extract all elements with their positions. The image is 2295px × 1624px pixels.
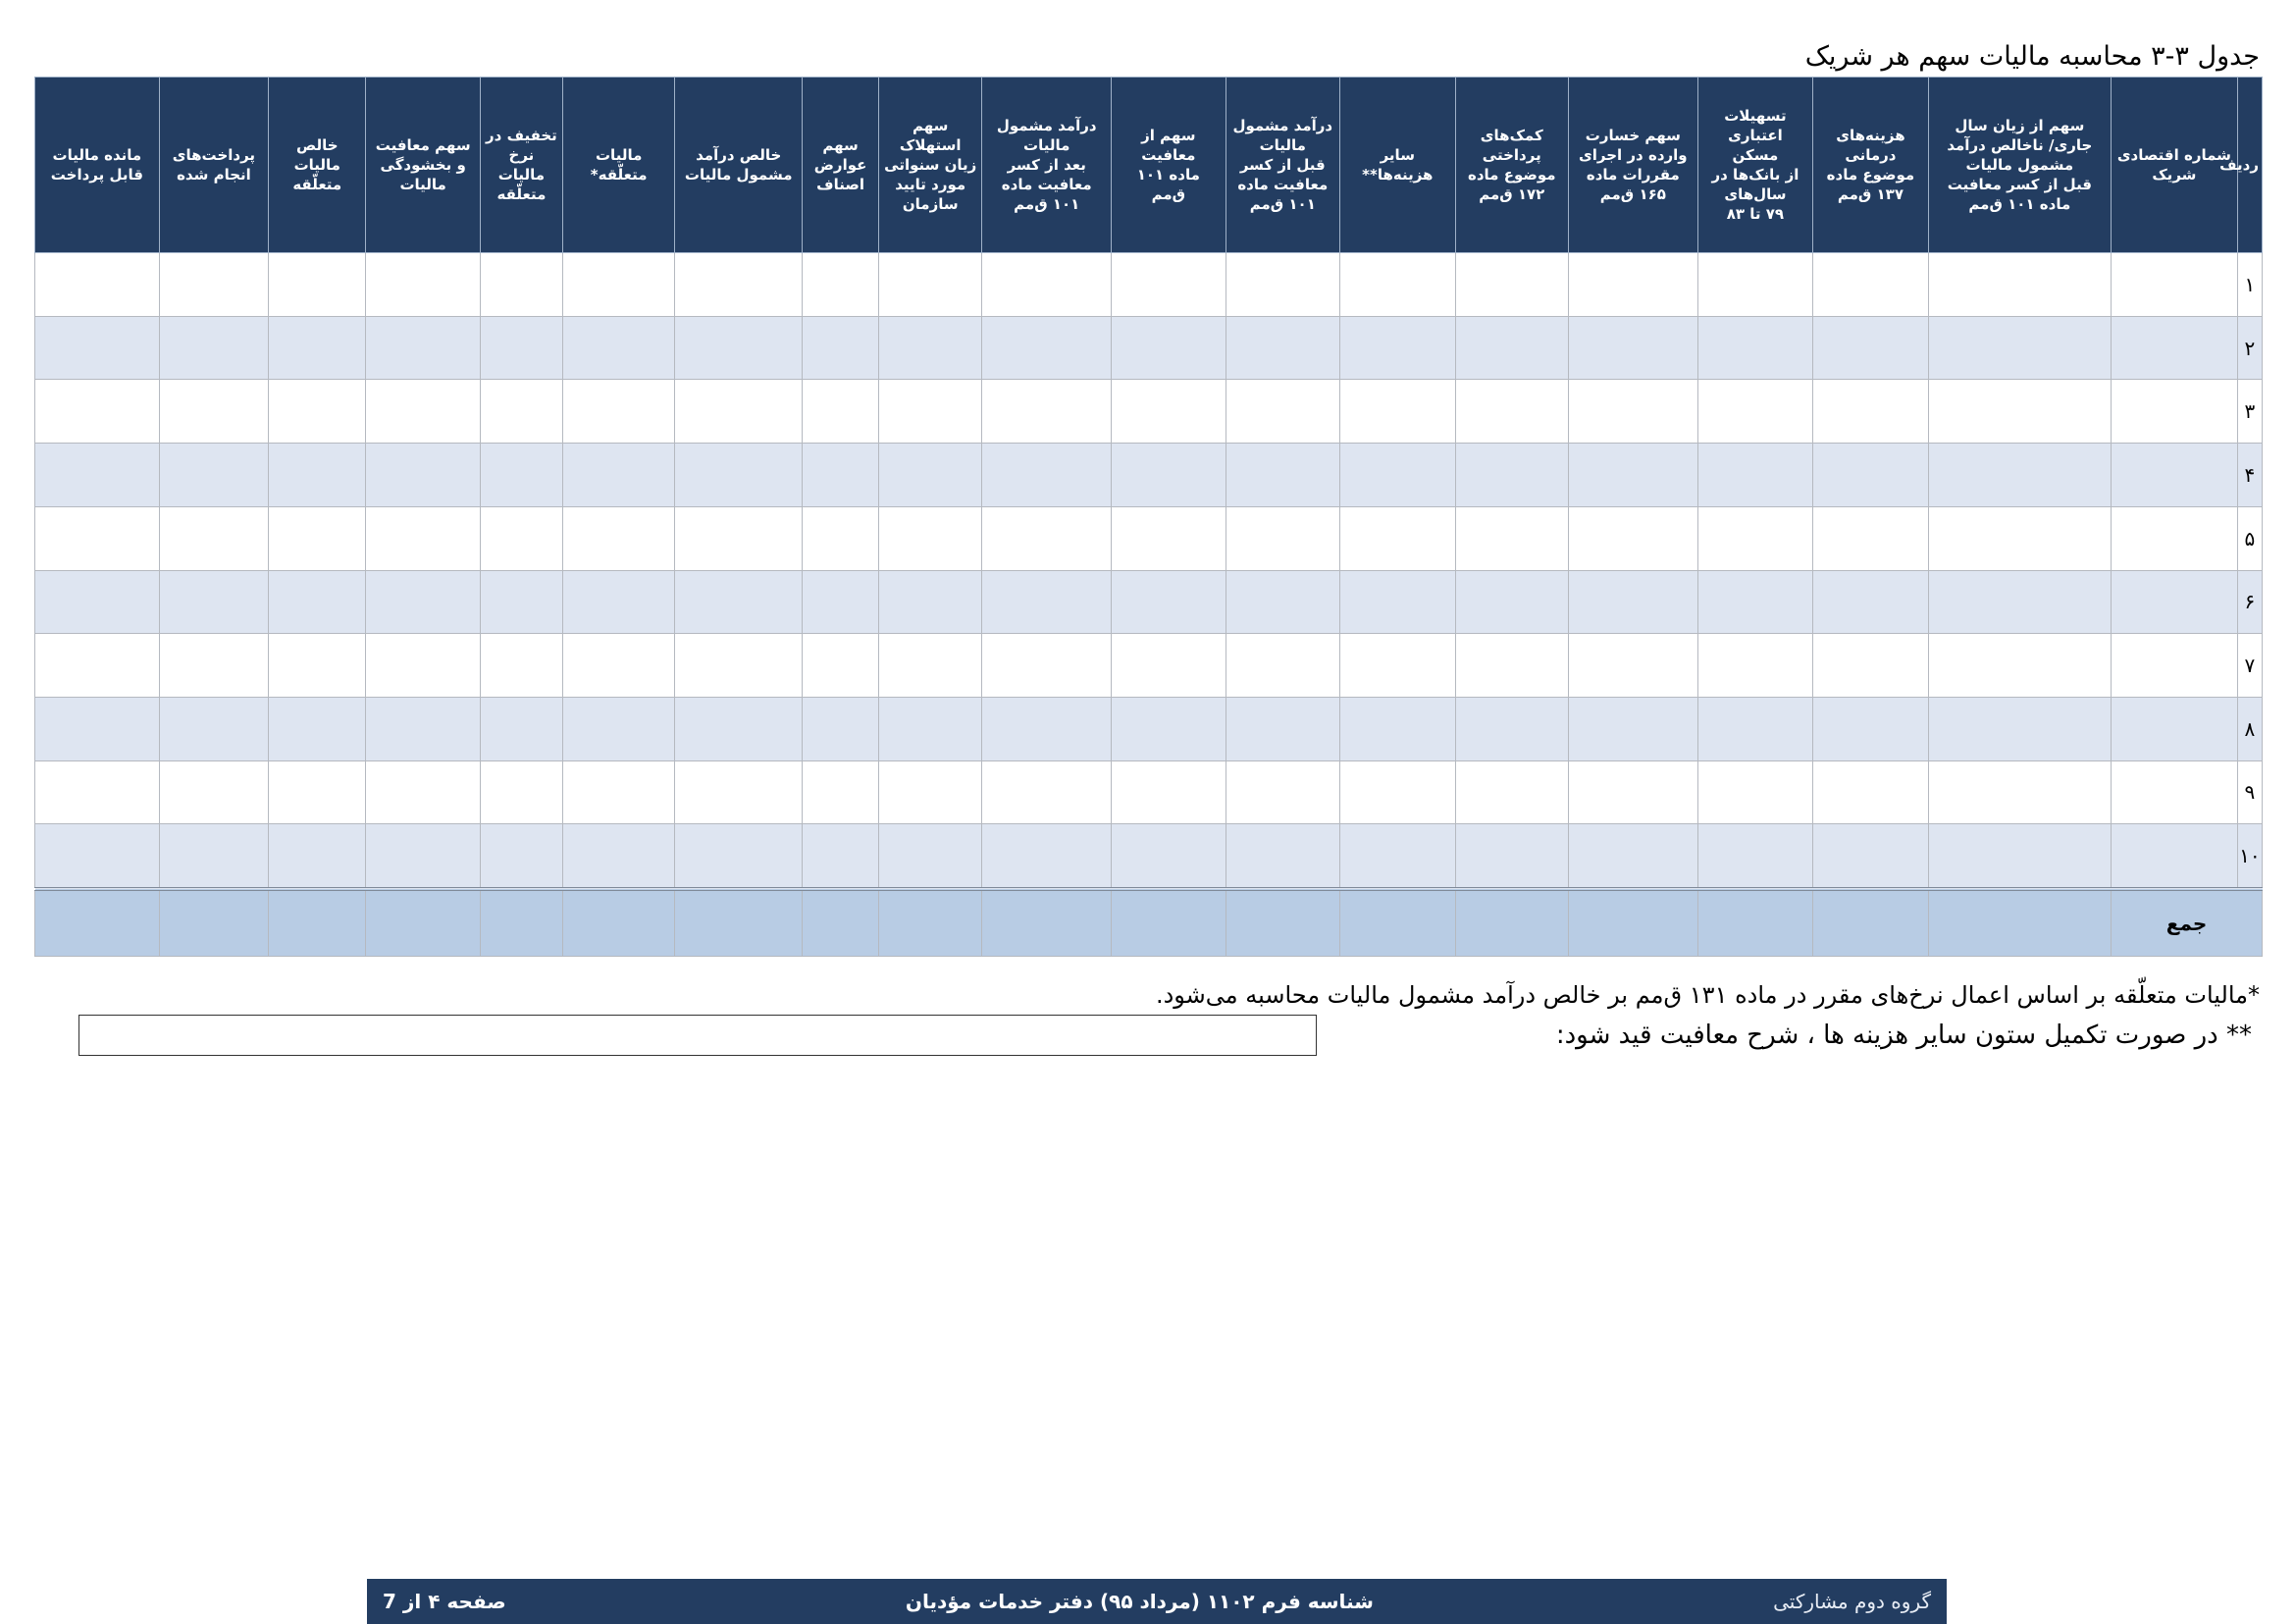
table-cell[interactable] — [1813, 760, 1929, 824]
table-body — [35, 253, 2263, 957]
total-cell[interactable] — [1928, 889, 2111, 956]
table-cell[interactable] — [2112, 506, 2238, 570]
table-cell[interactable] — [2112, 760, 2238, 824]
table-cell[interactable] — [879, 824, 982, 889]
table-cell[interactable] — [1928, 570, 2111, 634]
table-cell[interactable] — [1455, 253, 1568, 317]
table-cell[interactable] — [562, 634, 674, 698]
table-cell[interactable] — [1697, 444, 1813, 507]
table-cell[interactable] — [1697, 634, 1813, 698]
table-cell[interactable] — [982, 570, 1112, 634]
table-cell[interactable] — [803, 444, 879, 507]
table-cell[interactable] — [159, 253, 268, 317]
table-cell[interactable] — [1340, 444, 1456, 507]
footer-group: گروه دوم مشارکتی — [1773, 1590, 1931, 1613]
table-cell[interactable] — [2112, 697, 2238, 760]
total-cell[interactable] — [1813, 889, 1929, 956]
table-row — [35, 444, 2263, 507]
table-cell[interactable] — [562, 570, 674, 634]
table-cell[interactable] — [803, 760, 879, 824]
table-cell[interactable] — [1928, 316, 2111, 380]
table-cell[interactable] — [1813, 634, 1929, 698]
table-cell[interactable] — [1455, 444, 1568, 507]
table-cell[interactable] — [35, 697, 160, 760]
table-cell[interactable] — [480, 253, 562, 317]
column-header: سهم خسارت وارده در اجرای مقررات ماده ۱۶۵ ق‌مم — [1569, 78, 1698, 253]
table-cell[interactable] — [1340, 253, 1456, 317]
total-row — [35, 889, 2263, 956]
table-cell[interactable] — [1569, 760, 1698, 824]
table-title: جدول ۳-۳ محاسبه مالیات سهم هر شریک — [1804, 41, 2260, 72]
table-cell[interactable] — [1813, 570, 1929, 634]
table-cell[interactable] — [1928, 506, 2111, 570]
table-cell[interactable] — [1569, 697, 1698, 760]
table-cell[interactable] — [803, 570, 879, 634]
footer-page-number: صفحه ۴ از 7 — [383, 1590, 506, 1613]
table-cell[interactable] — [1569, 570, 1698, 634]
table-cell[interactable] — [879, 697, 982, 760]
row-number: ۱۰ — [2237, 824, 2262, 889]
row-number: ۹ — [2237, 760, 2262, 824]
table-row — [35, 824, 2263, 889]
table-cell[interactable] — [269, 824, 366, 889]
table-cell[interactable] — [1928, 253, 2111, 317]
total-label: جمع — [2112, 889, 2263, 956]
table-cell[interactable] — [1340, 380, 1456, 444]
table-cell[interactable] — [675, 634, 803, 698]
table-cell[interactable] — [159, 570, 268, 634]
total-cell[interactable] — [366, 889, 480, 956]
table-cell[interactable] — [366, 824, 480, 889]
table-cell[interactable] — [1455, 316, 1568, 380]
table-cell[interactable] — [366, 570, 480, 634]
table-cell[interactable] — [803, 316, 879, 380]
table-cell[interactable] — [159, 824, 268, 889]
table-cell[interactable] — [35, 634, 160, 698]
table-cell[interactable] — [1455, 760, 1568, 824]
header-row — [35, 78, 2263, 253]
table-cell[interactable] — [1697, 760, 1813, 824]
column-header: درآمد مشمول مالیات بعد از کسر معافیت ماده ۱۰۱ ق‌مم — [982, 78, 1112, 253]
table-cell[interactable] — [803, 697, 879, 760]
footer-form-id: شناسه فرم ۱۱۰۲ (مرداد ۹۵) دفتر خدمات مؤدیان — [905, 1590, 1374, 1613]
column-header: سهم عوارض اصناف — [803, 78, 879, 253]
table-cell[interactable] — [1455, 634, 1568, 698]
column-header: خالص مالیات متعلّقه — [269, 78, 366, 253]
table-cell[interactable] — [1697, 506, 1813, 570]
column-header: درآمد مشمول مالیات قبل از کسر معافیت ماده ۱۰۱ ق‌مم — [1226, 78, 1339, 253]
table-cell[interactable] — [1226, 380, 1339, 444]
table-cell[interactable] — [1112, 697, 1226, 760]
table-cell[interactable] — [1928, 444, 2111, 507]
table-cell[interactable] — [480, 316, 562, 380]
table-row — [35, 380, 2263, 444]
table-cell[interactable] — [982, 253, 1112, 317]
table-cell[interactable] — [1226, 506, 1339, 570]
table-cell[interactable] — [803, 380, 879, 444]
table-cell[interactable] — [2112, 634, 2238, 698]
table-cell[interactable] — [1340, 316, 1456, 380]
table-cell[interactable] — [35, 760, 160, 824]
table-cell[interactable] — [1813, 316, 1929, 380]
table-cell[interactable] — [159, 316, 268, 380]
row-number: ۲ — [2237, 316, 2262, 380]
table-cell[interactable] — [562, 760, 674, 824]
table-cell[interactable] — [1928, 824, 2111, 889]
column-header: تخفیف در نرخ مالیات متعلّقه — [480, 78, 562, 253]
table-cell[interactable] — [2112, 380, 2238, 444]
row-number: ۵ — [2237, 506, 2262, 570]
table-cell[interactable] — [562, 824, 674, 889]
table-cell[interactable] — [1569, 253, 1698, 317]
column-header: شماره اقتصادی شریک — [2112, 78, 2238, 253]
table-cell[interactable] — [366, 634, 480, 698]
table-cell[interactable] — [1928, 760, 2111, 824]
table-row — [35, 634, 2263, 698]
row-number: ۸ — [2237, 697, 2262, 760]
table-cell[interactable] — [1813, 824, 1929, 889]
total-cell[interactable] — [159, 889, 268, 956]
table-row — [35, 316, 2263, 380]
table-cell[interactable] — [1455, 570, 1568, 634]
table-cell[interactable] — [982, 697, 1112, 760]
total-cell[interactable] — [803, 889, 879, 956]
column-header: سهم از معافیت ماده ۱۰۱ ق‌مم — [1112, 78, 1226, 253]
table-cell[interactable] — [982, 760, 1112, 824]
table-cell[interactable] — [159, 506, 268, 570]
table-cell[interactable] — [35, 316, 160, 380]
table-cell[interactable] — [1112, 634, 1226, 698]
table-cell[interactable] — [1813, 697, 1929, 760]
table-cell[interactable] — [366, 380, 480, 444]
table-cell[interactable] — [1340, 760, 1456, 824]
table-cell[interactable] — [1928, 380, 2111, 444]
table-cell[interactable] — [159, 380, 268, 444]
table-cell[interactable] — [35, 380, 160, 444]
table-cell[interactable] — [562, 253, 674, 317]
table-cell[interactable] — [982, 634, 1112, 698]
table-cell[interactable] — [562, 380, 674, 444]
total-cell[interactable] — [982, 889, 1112, 956]
total-cell[interactable] — [562, 889, 674, 956]
table-cell[interactable] — [675, 253, 803, 317]
table-cell[interactable] — [366, 506, 480, 570]
table-cell[interactable] — [480, 506, 562, 570]
row-number: ۶ — [2237, 570, 2262, 634]
table-cell[interactable] — [1340, 697, 1456, 760]
table-cell[interactable] — [2112, 253, 2238, 317]
table-cell[interactable] — [1455, 824, 1568, 889]
table-cell[interactable] — [1226, 760, 1339, 824]
total-cell[interactable] — [35, 889, 160, 956]
row-number: ۱ — [2237, 253, 2262, 317]
table-cell[interactable] — [982, 380, 1112, 444]
column-header-row-number: ردیف — [2237, 78, 2262, 253]
table-cell[interactable] — [1226, 634, 1339, 698]
table-cell[interactable] — [366, 444, 480, 507]
column-header: سهم استهلاک زیان سنواتی مورد تایید سازمان — [879, 78, 982, 253]
table-cell[interactable] — [1112, 760, 1226, 824]
column-header: خالص درآمد مشمول مالیات — [675, 78, 803, 253]
table-cell[interactable] — [1112, 570, 1226, 634]
table-cell[interactable] — [480, 760, 562, 824]
table-cell[interactable] — [480, 570, 562, 634]
table-cell[interactable] — [159, 697, 268, 760]
column-header: کمک‌های پرداختی موضوع ماده ۱۷۲ ق‌مم — [1455, 78, 1568, 253]
table-cell[interactable] — [562, 506, 674, 570]
table-cell[interactable] — [879, 634, 982, 698]
table-cell[interactable] — [1813, 506, 1929, 570]
table-cell[interactable] — [1697, 570, 1813, 634]
footnote-other-expenses: ** در صورت تکمیل ستون سایر هزینه ها ، شرح معافیت قید شود: — [1555, 1021, 2252, 1050]
table-cell[interactable] — [2112, 316, 2238, 380]
column-header: مانده مالیات قابل پرداخت — [35, 78, 160, 253]
table-cell[interactable] — [1928, 634, 2111, 698]
table-cell[interactable] — [1697, 824, 1813, 889]
table-cell[interactable] — [1226, 253, 1339, 317]
table-cell[interactable] — [1697, 253, 1813, 317]
column-header: پرداخت‌های انجام شده — [159, 78, 268, 253]
table-cell[interactable] — [1455, 697, 1568, 760]
tax-share-table — [34, 77, 2263, 957]
table-cell[interactable] — [982, 824, 1112, 889]
table-cell[interactable] — [1226, 316, 1339, 380]
table-cell[interactable] — [982, 506, 1112, 570]
table-cell[interactable] — [480, 444, 562, 507]
table-cell[interactable] — [982, 444, 1112, 507]
table-cell[interactable] — [982, 316, 1112, 380]
table-cell[interactable] — [1112, 824, 1226, 889]
table-cell[interactable] — [1569, 444, 1698, 507]
total-cell[interactable] — [480, 889, 562, 956]
table-cell[interactable] — [1455, 506, 1568, 570]
table-cell[interactable] — [803, 824, 879, 889]
table-cell[interactable] — [803, 506, 879, 570]
table-cell[interactable] — [35, 506, 160, 570]
row-number: ۴ — [2237, 444, 2262, 507]
table-cell[interactable] — [879, 506, 982, 570]
table-cell[interactable] — [1112, 380, 1226, 444]
table-cell[interactable] — [1569, 634, 1698, 698]
table-cell[interactable] — [1340, 506, 1456, 570]
table-cell[interactable] — [1928, 697, 2111, 760]
table-cell[interactable] — [35, 253, 160, 317]
table-cell[interactable] — [1569, 316, 1698, 380]
table-cell[interactable] — [269, 697, 366, 760]
table-row — [35, 570, 2263, 634]
table-cell[interactable] — [269, 634, 366, 698]
table-cell[interactable] — [879, 316, 982, 380]
table-cell[interactable] — [35, 824, 160, 889]
table-cell[interactable] — [2112, 570, 2238, 634]
table-cell[interactable] — [1226, 697, 1339, 760]
table-cell[interactable] — [159, 760, 268, 824]
column-header: تسهیلات اعتباری مسکن از بانک‌ها در سال‌های ۷۹ تا ۸۳ — [1697, 78, 1813, 253]
table-cell[interactable] — [1112, 316, 1226, 380]
table-row — [35, 697, 2263, 760]
table-cell[interactable] — [1226, 444, 1339, 507]
table-cell[interactable] — [879, 760, 982, 824]
table-cell[interactable] — [879, 570, 982, 634]
table-cell[interactable] — [1340, 824, 1456, 889]
table-cell[interactable] — [675, 380, 803, 444]
table-cell[interactable] — [675, 444, 803, 507]
total-cell[interactable] — [1569, 889, 1698, 956]
table-cell[interactable] — [1813, 253, 1929, 317]
total-cell[interactable] — [1112, 889, 1226, 956]
total-cell[interactable] — [675, 889, 803, 956]
total-cell[interactable] — [879, 889, 982, 956]
table-cell[interactable] — [879, 444, 982, 507]
table-cell[interactable] — [803, 253, 879, 317]
table-cell[interactable] — [159, 634, 268, 698]
row-number: ۷ — [2237, 634, 2262, 698]
table-cell[interactable] — [1112, 506, 1226, 570]
table-cell[interactable] — [1226, 570, 1339, 634]
exemption-description-field[interactable] — [78, 1015, 1317, 1056]
column-header: سایر هزینه‌ها** — [1340, 78, 1456, 253]
table-cell[interactable] — [1813, 444, 1929, 507]
table-cell[interactable] — [269, 380, 366, 444]
table-cell[interactable] — [1569, 506, 1698, 570]
table-cell[interactable] — [269, 570, 366, 634]
table-cell[interactable] — [366, 697, 480, 760]
table-cell[interactable] — [879, 380, 982, 444]
total-cell[interactable] — [1226, 889, 1339, 956]
table-cell[interactable] — [480, 380, 562, 444]
table-cell[interactable] — [159, 444, 268, 507]
table-cell[interactable] — [675, 316, 803, 380]
table-cell[interactable] — [1697, 380, 1813, 444]
table-cell[interactable] — [1226, 824, 1339, 889]
table-cell[interactable] — [366, 316, 480, 380]
column-header: مالیات متعلّقه* — [562, 78, 674, 253]
table-cell[interactable] — [1813, 380, 1929, 444]
total-cell[interactable] — [1697, 889, 1813, 956]
column-header: هزینه‌های درمانی موضوع ماده ۱۳۷ ق‌مم — [1813, 78, 1929, 253]
column-header: سهم از زیان سال جاری/ ناخالص درآمد مشمول مالیات قبل از کسر معافیت ماده ۱۰۱ ق‌مم — [1928, 78, 2111, 253]
total-cell[interactable] — [269, 889, 366, 956]
table-cell[interactable] — [562, 316, 674, 380]
table-cell[interactable] — [675, 570, 803, 634]
table-cell[interactable] — [366, 253, 480, 317]
table-cell[interactable] — [1569, 380, 1698, 444]
table-cell[interactable] — [480, 824, 562, 889]
table-cell[interactable] — [2112, 444, 2238, 507]
table-cell[interactable] — [269, 444, 366, 507]
footnote-tax: *مالیات متعلّقه بر اساس اعمال نرخ‌های مقرر در ماده ۱۳۱ ق‌مم بر خالص درآمد مشمول مالیات محاسبه می‌شود. — [1155, 981, 2260, 1009]
table-cell[interactable] — [1569, 824, 1698, 889]
row-number: ۳ — [2237, 380, 2262, 444]
table-cell[interactable] — [269, 253, 366, 317]
table-cell[interactable] — [675, 506, 803, 570]
table-cell[interactable] — [2112, 824, 2238, 889]
table-cell[interactable] — [480, 634, 562, 698]
table-cell[interactable] — [1112, 444, 1226, 507]
table-cell[interactable] — [1112, 253, 1226, 317]
table-cell[interactable] — [675, 697, 803, 760]
table-cell[interactable] — [35, 444, 160, 507]
table-row — [35, 253, 2263, 317]
page-footer — [367, 1579, 1947, 1624]
table-cell[interactable] — [269, 760, 366, 824]
table-cell[interactable] — [269, 506, 366, 570]
table-cell[interactable] — [562, 697, 674, 760]
table-row — [35, 506, 2263, 570]
column-header: سهم معافیت و بخشودگی مالیات — [366, 78, 480, 253]
table-cell[interactable] — [879, 253, 982, 317]
table-row — [35, 760, 2263, 824]
table-cell[interactable] — [269, 316, 366, 380]
table-cell[interactable] — [675, 824, 803, 889]
table-cell[interactable] — [803, 634, 879, 698]
table-cell[interactable] — [1340, 570, 1456, 634]
table-cell[interactable] — [1697, 316, 1813, 380]
table-cell[interactable] — [35, 570, 160, 634]
table-cell[interactable] — [1340, 634, 1456, 698]
table-cell[interactable] — [562, 444, 674, 507]
table-cell[interactable] — [1455, 380, 1568, 444]
table-cell[interactable] — [675, 760, 803, 824]
total-cell[interactable] — [1455, 889, 1568, 956]
total-cell[interactable] — [1340, 889, 1456, 956]
table-cell[interactable] — [1697, 697, 1813, 760]
table-cell[interactable] — [366, 760, 480, 824]
table-cell[interactable] — [480, 697, 562, 760]
